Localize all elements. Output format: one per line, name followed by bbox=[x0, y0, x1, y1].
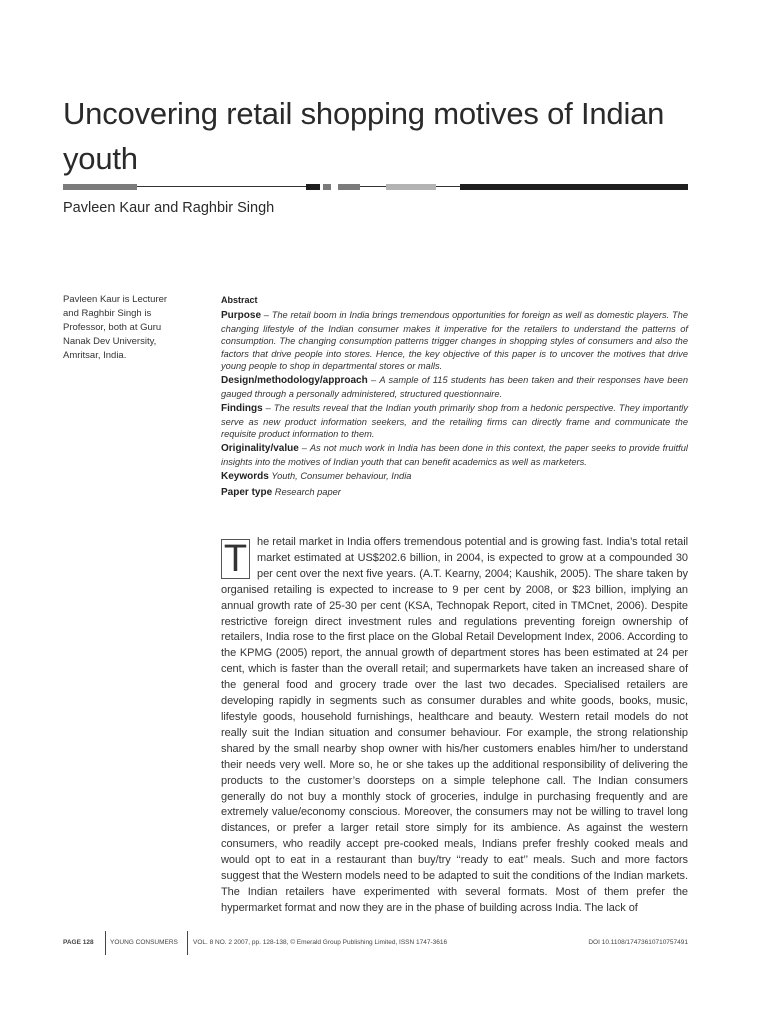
purpose-label: Purpose bbox=[221, 310, 262, 322]
journal-name: YOUNG CONSUMERS bbox=[110, 939, 178, 946]
abstract-originality: Originality/value – As not much work in India has been done in this context, the paper seeks to provide fruitful insights into the motives of Indian youth that can benefit academics as well as marketers. bbox=[221, 443, 688, 467]
body-text bbox=[221, 535, 688, 917]
originality-label: Originality/value bbox=[221, 443, 299, 455]
design-text: A sample of 115 students has been taken and their responses have been gauged through a personally administered, structured questionnaire. bbox=[221, 375, 688, 399]
abstract bbox=[221, 294, 688, 501]
abstract-paper-type bbox=[221, 486, 688, 499]
purpose-text: The retail boom in India brings tremendous opportunities for foreign as well as domestic players. The changing lifestyle of the Indian consumer makes it imperative for the retailers to understand the patterns of consumption. The changing consumption patterns trigger changes in shopping styles of consumers and also the factors that drive people into stores. Hence, the key objective of this paper is to uncover the motives that drive young people to shop in departmental stores or malls. bbox=[221, 310, 689, 372]
authors: Pavleen Kaur and Raghbir Singh bbox=[63, 200, 275, 216]
footer-divider bbox=[105, 931, 106, 955]
abstract-heading: Abstract bbox=[221, 295, 258, 305]
footer-divider bbox=[187, 931, 188, 955]
citation: VOL. 8 NO. 2 2007, pp. 128-138, © Emerald Group Publishing Limited, ISSN 1747-3616 bbox=[193, 939, 448, 946]
abstract-keywords bbox=[221, 470, 688, 483]
article-title: Uncovering retail shopping motives of Indian youth bbox=[63, 96, 665, 176]
doi: DOI 10.1108/17473610710757491 bbox=[588, 939, 688, 946]
body-paragraph: he retail market in India offers tremendous potential and is growing fast. India’s total retail market estimated at US$202.6 billion, in 2004, is expected to grow at a compounded 30 per cent over the next five years. (A.T. Kearny, 2004; Kaushik, 2005). The share taken by organised retailing is expected to increase to 9 per cent by 2008, or $23 billion, implying an annual growth rate of 25-30 per cent (KSA, Technopak Report, cited in TMCnet, 2006). Despite restrictive foreign direct investment rules and regulations preventing foreign ownership of retailers, India rose to the first place on the Global Retail Development Index, 2006. According to the KPMG (2005) report, the annual growth of department stores has been estimated at 24 per cent, which is faster than the overall retail; and supermarkets have taken an increased share of the general food and grocery trade over the last two decades. Specialised retailers are developing rapidly in segments such as consumer durables and white goods, books, music, lifestyle goods, household furnishings, healthcare and beauty. Western retail models do not really suit the Indian situation and consumer behaviour. For example, the strong relationship shared by the small nearby shop owner with his/her customers enables him/her to understand their needs very well. More so, he or she takes up the additional responsibility of delivering the products to the customer’s doorsteps on a simple telephone call. The Indian consumers generally do not buy a monthly stock of groceries, indulge in purchasing frequently and are extremely value/economy conscious. Moreover, the consumers may not be willing to travel long distances, or prefer a larger retail store simply for its ambience. As against the western consumers, who readily accept pre-cooked meals, Indians prefer freshly cooked meals and would opt to eat in a restaurant than buy/try ‘‘ready to eat’’ meals. Such and more factors suggest that the Western models need to be adapted to suit the conditions of the Indian markets. The Indian retailers have experimented with several formats. Most of them prefer the hypermarket format and now they are in the phase of building across India. The lack of bbox=[221, 536, 688, 914]
author-affiliation: Pavleen Kaur is Lecturer and Raghbir Singh is Professor, both at Guru Nanak Dev University, Amritsar, India. bbox=[63, 294, 168, 361]
abstract-design: Design/methodology/approach – A sample of 115 students has been taken and their responses have been gauged through a personally administered, structured questionnaire. bbox=[221, 375, 688, 399]
abstract-purpose: Purpose – The retail boom in India brings tremendous opportunities for foreign as well as domestic players. The changing lifestyle of the Indian consumer makes it imperative for the retailers to understand the patterns of consumption. The changing consumption patterns trigger changes in shopping styles of consumers and also the factors that drive people into stores. Hence, the key objective of this paper is to uncover the motives that drive young people to shop in departmental stores or malls. bbox=[221, 310, 689, 372]
findings-label: Findings bbox=[221, 403, 263, 415]
keywords-text: Youth, Consumer behaviour, India bbox=[271, 471, 412, 482]
design-label: Design/methodology/approach bbox=[221, 375, 368, 387]
paper-type-label: Paper type bbox=[221, 486, 273, 498]
page-number: PAGE 128 bbox=[63, 939, 94, 946]
paper-type-text: Research paper bbox=[274, 486, 341, 497]
findings-text: The results reveal that the Indian youth primarily shop from a hedonic perspective. They importantly serve as new product information seekers, and the retailing firms can directly frame and communicate the requisite product information to them. bbox=[221, 403, 689, 440]
originality-text: As not much work in India has been done in this context, the paper seeks to provide fruitful insights into the motives of Indian youth that can benefit academics as well as marketers. bbox=[221, 443, 688, 467]
abstract-findings: Findings – The results reveal that the Indian youth primarily shop from a hedonic perspective. They importantly serve as new product information seekers, and the retailing firms can directly frame and communicate the requisite product information to them. bbox=[221, 403, 689, 440]
keywords-label: Keywords bbox=[221, 471, 269, 483]
page-footer bbox=[63, 937, 688, 951]
drop-cap: T bbox=[221, 539, 250, 579]
